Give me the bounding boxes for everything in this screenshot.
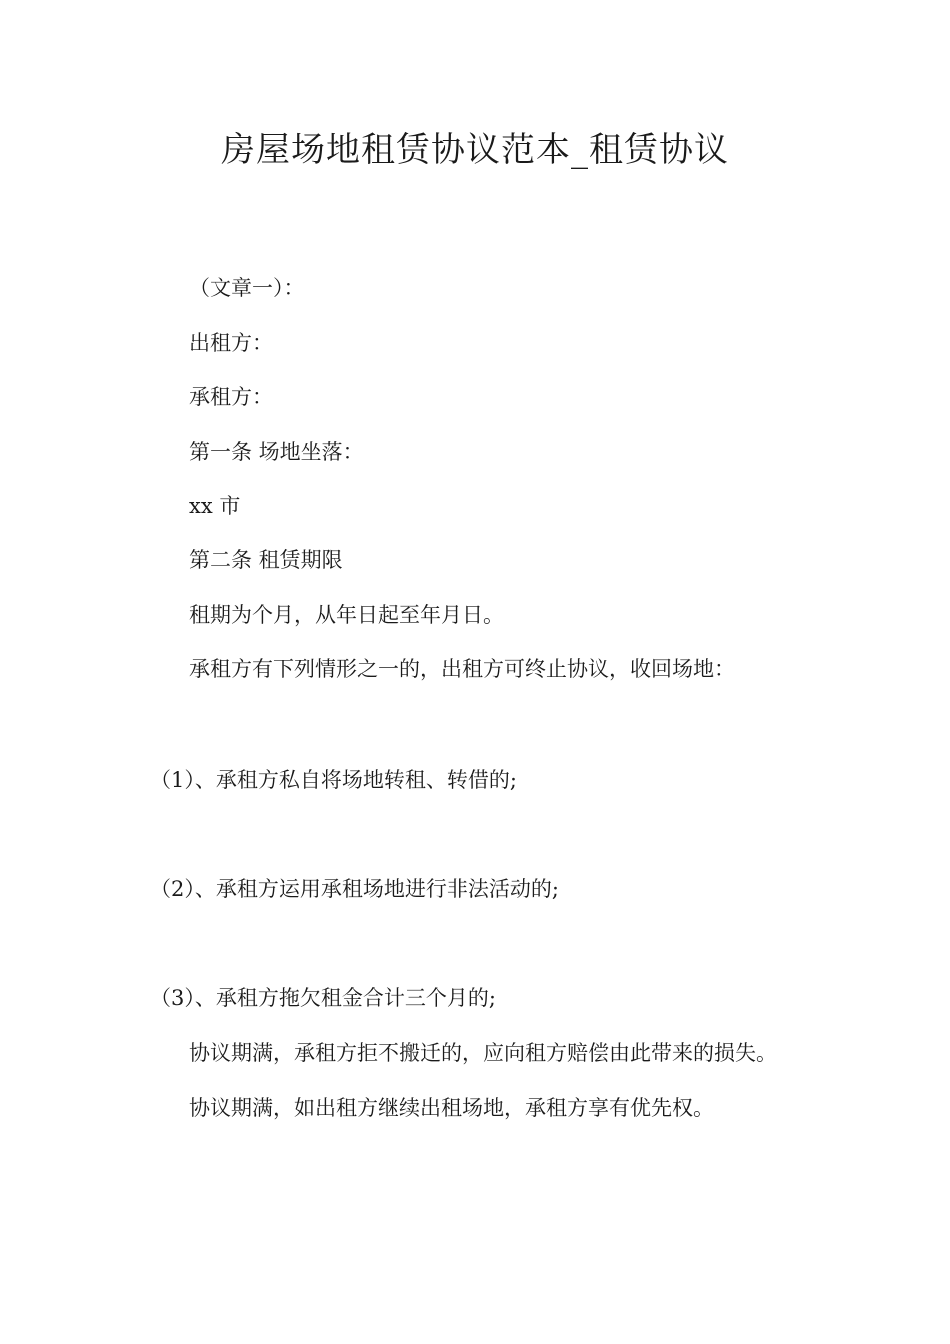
- paragraph-refusal-to-move: 协议期满，承租方拒不搬迁的，应向租方赔偿由此带来的损失。: [189, 1041, 777, 1065]
- list-item-condition-3: （3）、承租方拖欠租金合计三个月的;: [150, 986, 496, 1010]
- document-title: 房屋场地租赁协议范本_租赁协议: [221, 130, 729, 170]
- paragraph-term: 租期为个月，从年日起至年月日。: [189, 603, 504, 627]
- paragraph-lessor: 出租方：: [189, 331, 273, 355]
- paragraph-lessee: 承租方：: [189, 385, 273, 409]
- paragraph-termination-conditions: 承租方有下列情形之一的，出租方可终止协议，收回场地：: [189, 657, 735, 681]
- paragraph-article-two: 第二条 租赁期限: [189, 548, 343, 572]
- paragraph-article-label: （文章一）：: [189, 276, 305, 300]
- paragraph-city: xx 市: [189, 494, 241, 518]
- list-item-condition-1: （1）、承租方私自将场地转租、转借的;: [150, 768, 517, 792]
- list-item-condition-2: （2）、承租方运用承租场地进行非法活动的;: [150, 877, 559, 901]
- paragraph-priority-right: 协议期满，如出租方继续出租场地，承租方享有优先权。: [189, 1096, 714, 1120]
- paragraph-article-one: 第一条 场地坐落：: [189, 440, 364, 464]
